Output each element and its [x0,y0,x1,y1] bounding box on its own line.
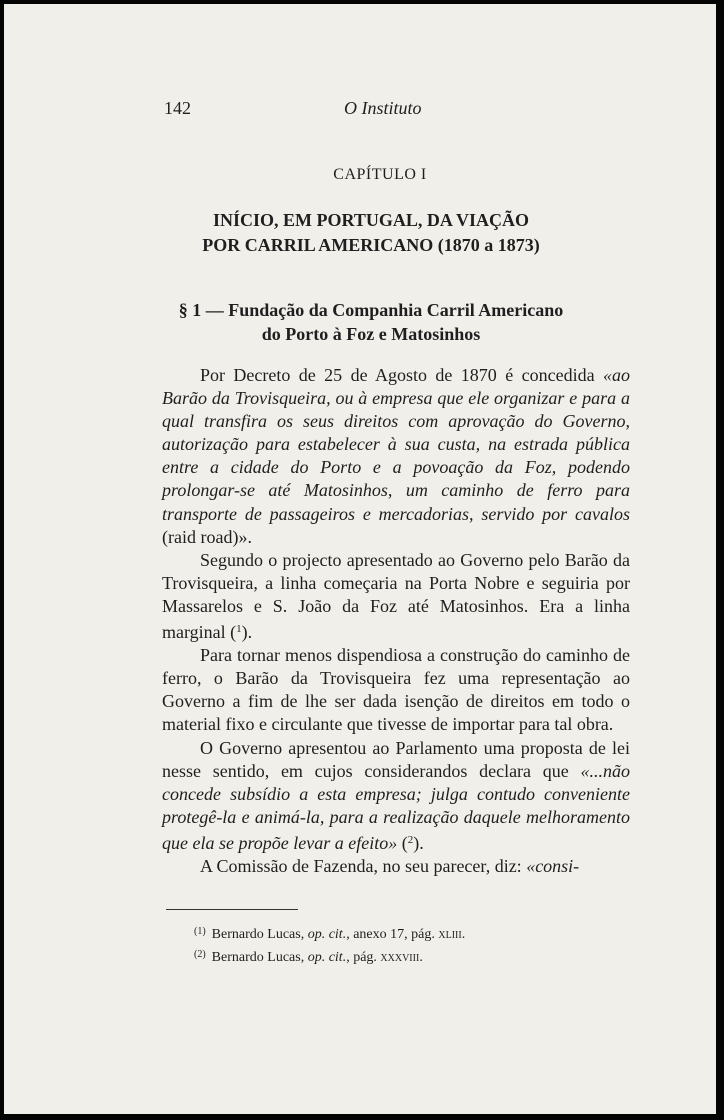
footnote-ref[interactable]: 1 [236,623,242,636]
footnotes [194,922,465,968]
footnote: $^{(1)}$ Bernardo Lucas, op. cit., anexo 17, pág. xliii. [194,926,466,942]
paragraph: Por Decreto de 25 de Agosto de 1870 é concedida «ao Barão da Trovisqueira, ou à empresa que ele organizar e para a qual transfira os seus direitos com aprovação do Governo, autorização para estabelecer à sua custa, na estrada pública entre a cidade do Porto e a povoação da Foz, podendo prolongar-se até Matosinhos, um caminho de ferro para transporte de passageiros e mercadorias, servido por cavalos (raid road)». [162,365,630,547]
title-line: POR CARRIL AMERICANO (1870 a 1873) [202,235,540,255]
page-header [4,98,716,122]
section-line: do Porto à Foz e Matosinhos [261,324,481,344]
footnote: $^{(2)}$ Bernardo Lucas, op. cit., pág. xxxviii. [194,949,423,965]
paragraph: O Governo apresentou ao Parlamento uma proposta de lei nesse sentido, em cujos considerandos declara que «...não concede subsídio a esta empresa; julga contudo conveniente protegê-la e animá-la, para a realização daquele melhoramento que ela se propõe levar a efeito» ($^2$). [162,737,630,853]
body-text [162,364,630,878]
paragraph: Para tornar menos dispendiosa a construção do caminho de ferro, o Barão da Trovisqueira fez uma representação ao Governo a fim de lhe ser dada isenção de direitos em todo o material fixo e circulante que tivesse de importar para tal obra. [162,645,630,735]
footnote-divider [166,909,298,910]
running-title: O Instituto [344,98,422,118]
page-number: 142 [164,98,191,118]
book-page [4,4,716,1114]
paragraph: Segundo o projecto apresentado ao Governo pelo Barão da Trovisqueira, a linha começaria na Porta Nobre e seguiria por Massarelos e S. João da Foz até Matosinhos. Era a linha marginal ($^1$). [162,549,630,643]
chapter-label: CAPÍTULO I [333,166,427,183]
section-line: § 1 — Fundação da Companhia Carril Americano [178,300,564,320]
chapter-title [4,208,716,258]
footnote-ref[interactable]: 2 [407,833,414,846]
section-heading [4,298,716,346]
title-line: INÍCIO, EM PORTUGAL, DA VIAÇÃO [212,210,530,230]
paragraph: A Comissão de Fazenda, no seu parecer, diz: «consi- [200,855,580,876]
